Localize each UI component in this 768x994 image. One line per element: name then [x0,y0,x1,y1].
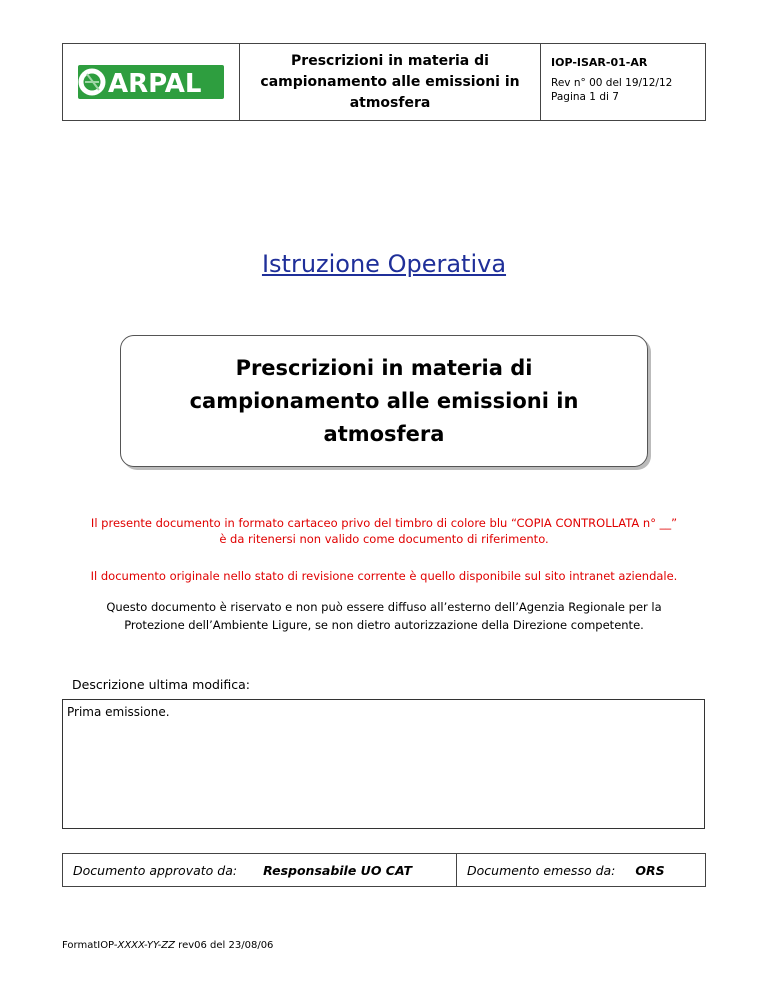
main-title-line: campionamento alle emissioni in [189,388,579,413]
original-document-notice: Il documento originale nello stato di revisione corrente è quello disponibile sul sito intranet aziendale. [90,569,678,583]
last-change-text: Prima emissione. [67,705,170,719]
approved-by-value: Responsabile UO CAT [263,862,412,878]
last-change-box [62,699,705,829]
footer-code: XXXX-YY-ZZ [117,940,175,951]
header-title-line: atmosfera [349,94,431,111]
document-code: IOP-ISAR-01-AR [551,56,648,69]
last-change-label: Descrizione ultima modifica: [72,677,251,692]
page-info: Pagina 1 di 7 [551,91,619,103]
header-title [240,44,541,120]
main-title-line: Prescrizioni in materia di [235,355,533,380]
logo-cell [63,44,240,120]
revision-info: Rev n° 00 del 19/12/12 [551,77,673,89]
header-title-line: Prescrizioni in materia di [291,52,489,69]
notice-line: Questo documento è riservato e non può essere diffuso all’esterno dell’Agenzia Regionale per la [106,600,662,614]
notice-line: Protezione dell’Ambiente Ligure, se non dietro autorizzazione della Direzione competente. [124,618,644,632]
document-type-heading: Istruzione Operativa [261,250,507,278]
main-title-box [120,335,648,467]
approved-by-cell [63,854,457,886]
header-title-line: campionamento alle emissioni in [260,73,520,90]
footer-prefix: FormatIOP- [62,940,118,951]
notice-line: Il presente documento in formato cartaceo privo del timbro di colore blu “COPIA CONTROLLATA n° __” [90,516,678,530]
issued-by-label: Documento emesso da: [467,862,616,878]
svg-text:ARPAL: ARPAL [108,69,202,99]
footer-suffix: rev06 del 23/08/06 [175,940,274,951]
approved-by-label: Documento approvato da: [73,862,238,878]
copy-control-notice [0,515,768,547]
format-footer [62,940,273,951]
main-title-line: atmosfera [323,421,445,446]
document-header [62,43,706,121]
notice-line: è da ritenersi non valido come documento di riferimento. [219,532,549,546]
approval-table [62,853,706,887]
arpal-logo-icon [78,65,224,99]
header-meta [541,44,705,120]
issued-by-value: ORS [635,862,665,878]
restricted-notice [0,598,768,634]
issued-by-cell [457,854,705,886]
arpal-logo [78,65,224,99]
